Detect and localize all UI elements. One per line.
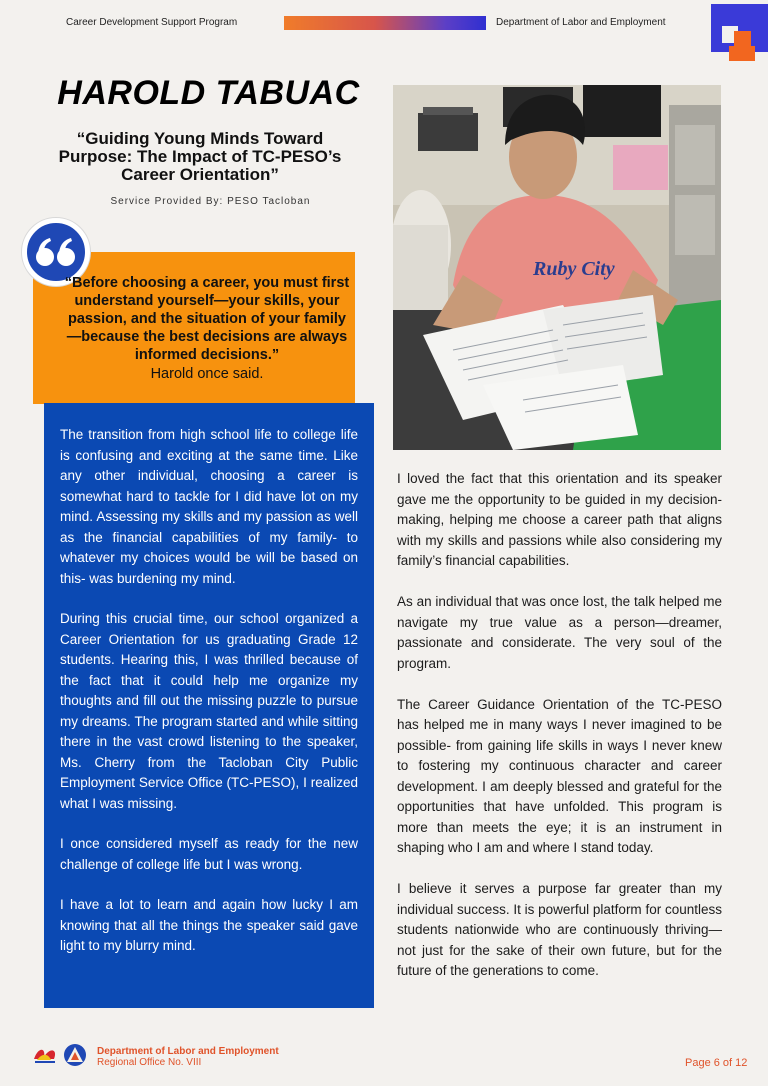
dole-seal-icon [64,1044,86,1066]
reflection-text [397,469,722,1002]
testimonial-quote: “Before choosing a career, you must first understand yourself—your skills, your passion, and the situation of your family—because the best decisions are always informed decisions.” [64,275,350,363]
service-provider: Service Provided By: PESO Tacloban [110,196,311,207]
photo-illustration [393,85,721,450]
page-number: Page 6 of 12 [685,1057,748,1069]
reflection-paragraph: I loved the fact that this orientation and its speaker gave me the opportunity to be guided in my decision-making, helping me choose a career path that aligns with my skills and passions while also considering my family’s financial capabilities. [397,471,722,568]
story-text [60,425,358,977]
quote-mark-icon [35,236,77,268]
shirt-print: Ruby City [533,258,615,280]
corner-decoration-orange [734,31,751,46]
quote-attribution: Harold once said. [150,366,264,382]
reflection-paragraph: As an individual that was once lost, the talk helped me navigate my true value as a person—dreamer, passionate and considerate. The very soul of the program. [397,594,722,671]
reflection-paragraph: I believe it serves a purpose far greater than my individual success. It is powerful platform for countless students nationwide who are continuously thriving—not just for the sake of their own future, but for the future of the generations to come. [397,881,722,978]
reflection-paragraph: The Career Guidance Orientation of the TC-PESO has helped me in many ways I never imagined to be possible- from gaining life skills in ways I never knew to fostering my continuous character and career development. I am deeply blessed and grateful for the opportunities that have unfolded. This program is more than meets the eye; it is an instrument in shaping who I am and where I stand today. [397,696,722,855]
page-title: HAROLD TABUAC [57,74,360,112]
story-paragraph: I have a lot to learn and again how lucky I am knowing that all the things the speaker said gave light to my blurry mind. [60,897,358,953]
story-subtitle: “Guiding Young Minds Toward Purpose: The Impact of TC-PESO’s Career Orientation” [58,129,342,184]
footer-logos [32,1043,92,1067]
student-photo [393,85,721,450]
header-program-name: Career Development Support Program [66,17,238,28]
story-paragraph: During this crucial time, our school organized a Career Orientation for us graduating Grade 12 students. Hearing this, I was thrilled because of the fact that it could help me organize my thoughts and fill out the missing puzzle to pursue my dreams. The program started and while sitting there in the vast crowd listening to the speaker, Ms. Cherry from the Tacloban City Public Employment Service Office (TC-PESO), I realized what I was missing. [60,611,358,811]
story-paragraph: The transition from high school life to college life is confusing and exciting at the same time. Like any other individual, choosing a career is somewhat hard to tackle for I did have lot on my mind. Assessing my skills and my passion as well as the financial capabilities of my family- to whatever my choices would be will be based on this- was burdening my mind. [60,427,358,586]
story-paragraph: I once considered myself as ready for the new challenge of college life but I was wrong. [60,836,358,872]
header-department-name: Department of Labor and Employment [496,17,666,28]
corner-decoration-orange-lower [729,46,755,61]
header-gradient-bar [284,16,486,30]
bagong-pilipinas-logo-icon [34,1050,55,1063]
footer-region: Regional Office No. VIII [97,1057,202,1068]
footer-organization: Department of Labor and Employment [97,1046,279,1057]
